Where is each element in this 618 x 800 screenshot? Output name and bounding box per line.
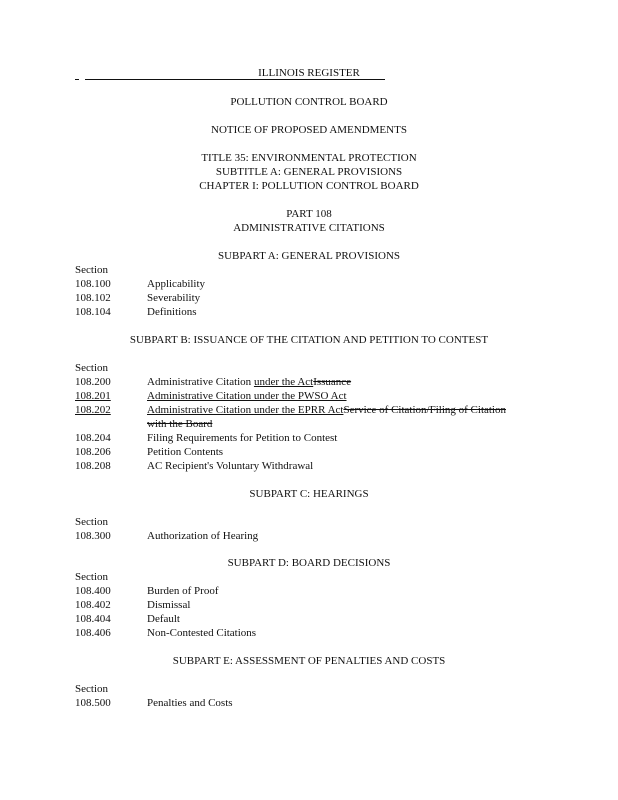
section-title-amended [147, 403, 506, 417]
section-number: 108.100 [75, 278, 111, 290]
board-name: POLLUTION CONTROL BOARD [230, 96, 388, 108]
inserted-text: Administrative Citation under the PWSO Act [147, 390, 347, 402]
section-number: 108.104 [75, 306, 111, 318]
section-number-inserted: 108.201 [75, 390, 111, 402]
section-label: Section [75, 516, 108, 528]
deleted-text: Service of Citation/Filing of Citation [343, 404, 506, 416]
subpart-a-heading: SUBPART A: GENERAL PROVISIONS [218, 250, 400, 262]
subpart-d-heading: SUBPART D: BOARD DECISIONS [227, 557, 391, 569]
section-title: Burden of Proof [147, 585, 219, 597]
section-number: 108.402 [75, 599, 111, 611]
section-title: Authorization of Hearing [147, 530, 259, 542]
section-number: 108.400 [75, 585, 111, 597]
section-title: Default [147, 613, 180, 625]
section-number: 108.208 [75, 460, 111, 472]
section-title: Applicability [147, 278, 206, 290]
subtitle-line: SUBTITLE A: GENERAL PROVISIONS [215, 166, 403, 178]
deleted-text: with the Board [147, 418, 213, 430]
deleted-text: Issuance [313, 376, 352, 388]
inserted-text: under the Act [253, 376, 314, 388]
section-number: 108.102 [75, 292, 111, 304]
section-number: 108.500 [75, 697, 111, 709]
section-number: 108.204 [75, 432, 111, 444]
notice-title: NOTICE OF PROPOSED AMENDMENTS [211, 124, 407, 136]
section-label: Section [75, 362, 108, 374]
part-number: PART 108 [286, 208, 332, 220]
section-label: Section [75, 683, 108, 695]
section-number: 108.406 [75, 627, 111, 639]
section-label: Section [75, 264, 108, 276]
subpart-e-heading: SUBPART E: ASSESSMENT OF PENALTIES AND COSTS [172, 655, 446, 667]
title-line: TITLE 35: ENVIRONMENTAL PROTECTION [201, 152, 417, 164]
subpart-b-heading: SUBPART B: ISSUANCE OF THE CITATION AND PETITION TO CONTEST [129, 334, 489, 346]
section-title: AC Recipient's Voluntary Withdrawal [147, 460, 314, 472]
section-label: Section [75, 571, 108, 583]
section-number: 108.206 [75, 446, 111, 458]
register-title: ILLINOIS REGISTER [258, 67, 360, 79]
subpart-c-heading: SUBPART C: HEARINGS [249, 488, 369, 500]
section-number: 108.200 [75, 376, 111, 388]
section-title: Definitions [147, 306, 197, 318]
section-number-inserted: 108.202 [75, 404, 111, 416]
inserted-text: Administrative Citation under the EPRR Act [147, 404, 344, 416]
section-title: Dismissal [147, 599, 191, 611]
section-number: 108.300 [75, 530, 111, 542]
section-title: Non-Contested Citations [147, 627, 257, 639]
chapter-line: CHAPTER I: POLLUTION CONTROL BOARD [199, 180, 419, 192]
section-title: Penalties and Costs [147, 697, 233, 709]
section-title-amended [147, 375, 351, 389]
plain-text: Administrative Citation [147, 376, 254, 388]
section-title: Filing Requirements for Petition to Contest [147, 432, 338, 444]
section-title: Severability [147, 292, 201, 304]
section-number: 108.404 [75, 613, 111, 625]
section-title: Petition Contents [147, 446, 224, 458]
part-name: ADMINISTRATIVE CITATIONS [233, 222, 385, 234]
